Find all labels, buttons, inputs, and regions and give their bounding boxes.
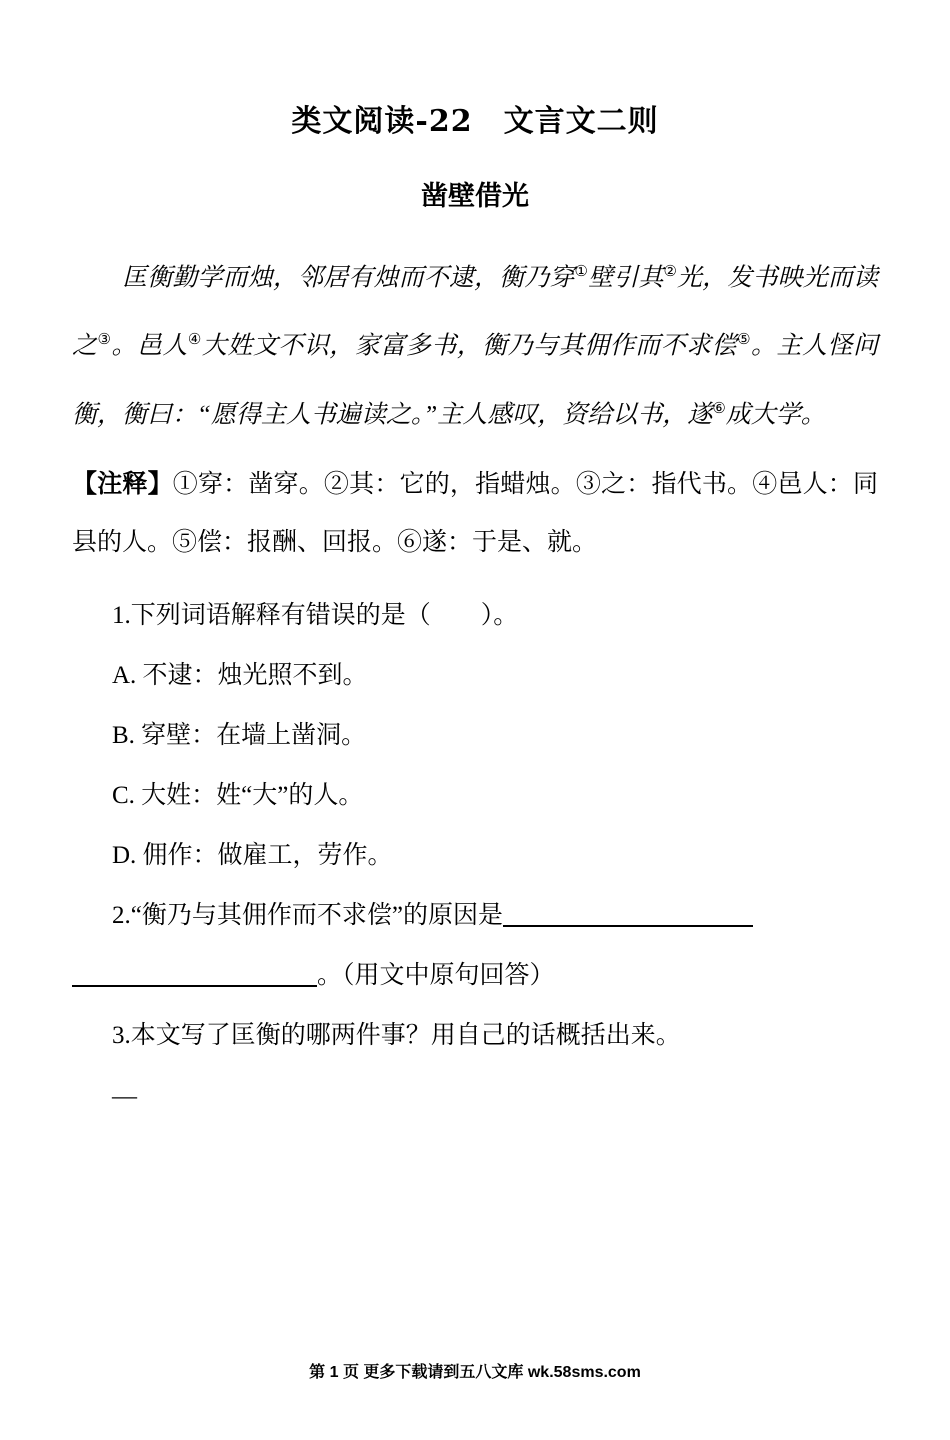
page-footer: 第 1 页 更多下载请到五八文库 wk.58sms.com bbox=[309, 1364, 641, 1381]
question-3-number: 3. bbox=[112, 1021, 131, 1049]
footnote-marker-1: ① bbox=[574, 264, 589, 280]
question-1-option-d[interactable]: D. 佣作：做雇工，劳作。 bbox=[112, 841, 393, 869]
document-page bbox=[0, 96, 950, 1440]
footnote-marker-3: ③ bbox=[97, 332, 112, 349]
question-1 bbox=[72, 586, 878, 646]
passage-line1-mid: 壁引其 bbox=[588, 264, 664, 292]
footnote-marker-4: ④ bbox=[187, 332, 202, 349]
passage-line1-pre: 匡衡勤学而烛，邻居有烛而不逮，衡乃穿 bbox=[122, 264, 575, 292]
notes-label: 【注释】 bbox=[72, 470, 173, 498]
page-title: 类文阅读-22 文言文二则 bbox=[291, 104, 659, 139]
question-2-number: 2. bbox=[112, 901, 131, 929]
questions-block bbox=[72, 586, 878, 1122]
question-3 bbox=[72, 1006, 878, 1066]
question-1-number: 1. bbox=[112, 601, 131, 629]
question-1-option-c[interactable]: C. 大姓：姓“大”的人。 bbox=[112, 781, 364, 809]
footnote-marker-6: ⑥ bbox=[712, 400, 726, 417]
notes-block bbox=[72, 456, 878, 572]
question-1-text: 下列词语解释有错误的是（ ）。 bbox=[130, 601, 519, 629]
question-2-text-after: 。（用文中原句回答） bbox=[317, 961, 555, 989]
notes-text: ①穿：凿穿。②其：它的，指蜡烛。③之：指代书。④邑人：同县的人。⑤偿：报酬、回报。⑥遂：于是、就。 bbox=[72, 470, 878, 556]
article-subtitle: 凿壁借光 bbox=[421, 181, 529, 212]
question-3-answer-area[interactable]: — bbox=[112, 1082, 137, 1110]
question-2 bbox=[72, 886, 878, 946]
question-1-option-b[interactable]: B. 穿壁：在墙上凿洞。 bbox=[112, 721, 367, 749]
question-2-text-before: “衡乃与其佣作而不求偿”的原因是 bbox=[130, 901, 503, 929]
passage-body bbox=[72, 241, 878, 446]
question-2-answer-blank-2[interactable] bbox=[72, 985, 317, 987]
passage-line2-mid: 大姓文不识，家富多书，衡乃与其佣作而不求偿 bbox=[201, 332, 738, 360]
question-2-continued bbox=[72, 946, 878, 1006]
passage-line1-post: 光，发书映光而读之 bbox=[72, 264, 878, 360]
question-2-answer-blank-1[interactable] bbox=[503, 925, 753, 927]
footnote-marker-5: ⑤ bbox=[737, 332, 752, 349]
question-1-option-a[interactable]: A. 不逮：烛光照不到。 bbox=[112, 661, 368, 689]
passage-line3: 。主人怪问衡，衡曰：“愿得主人书遍读之。”主人感叹，资给以书，遂 bbox=[72, 332, 878, 428]
footnote-marker-2: ② bbox=[663, 264, 678, 280]
question-3-text: 本文写了匡衡的哪两件事？用自己的话概括出来。 bbox=[130, 1021, 681, 1049]
passage-line2-pre: 。邑人 bbox=[111, 332, 188, 360]
passage-line4: 成大学。 bbox=[725, 400, 826, 428]
